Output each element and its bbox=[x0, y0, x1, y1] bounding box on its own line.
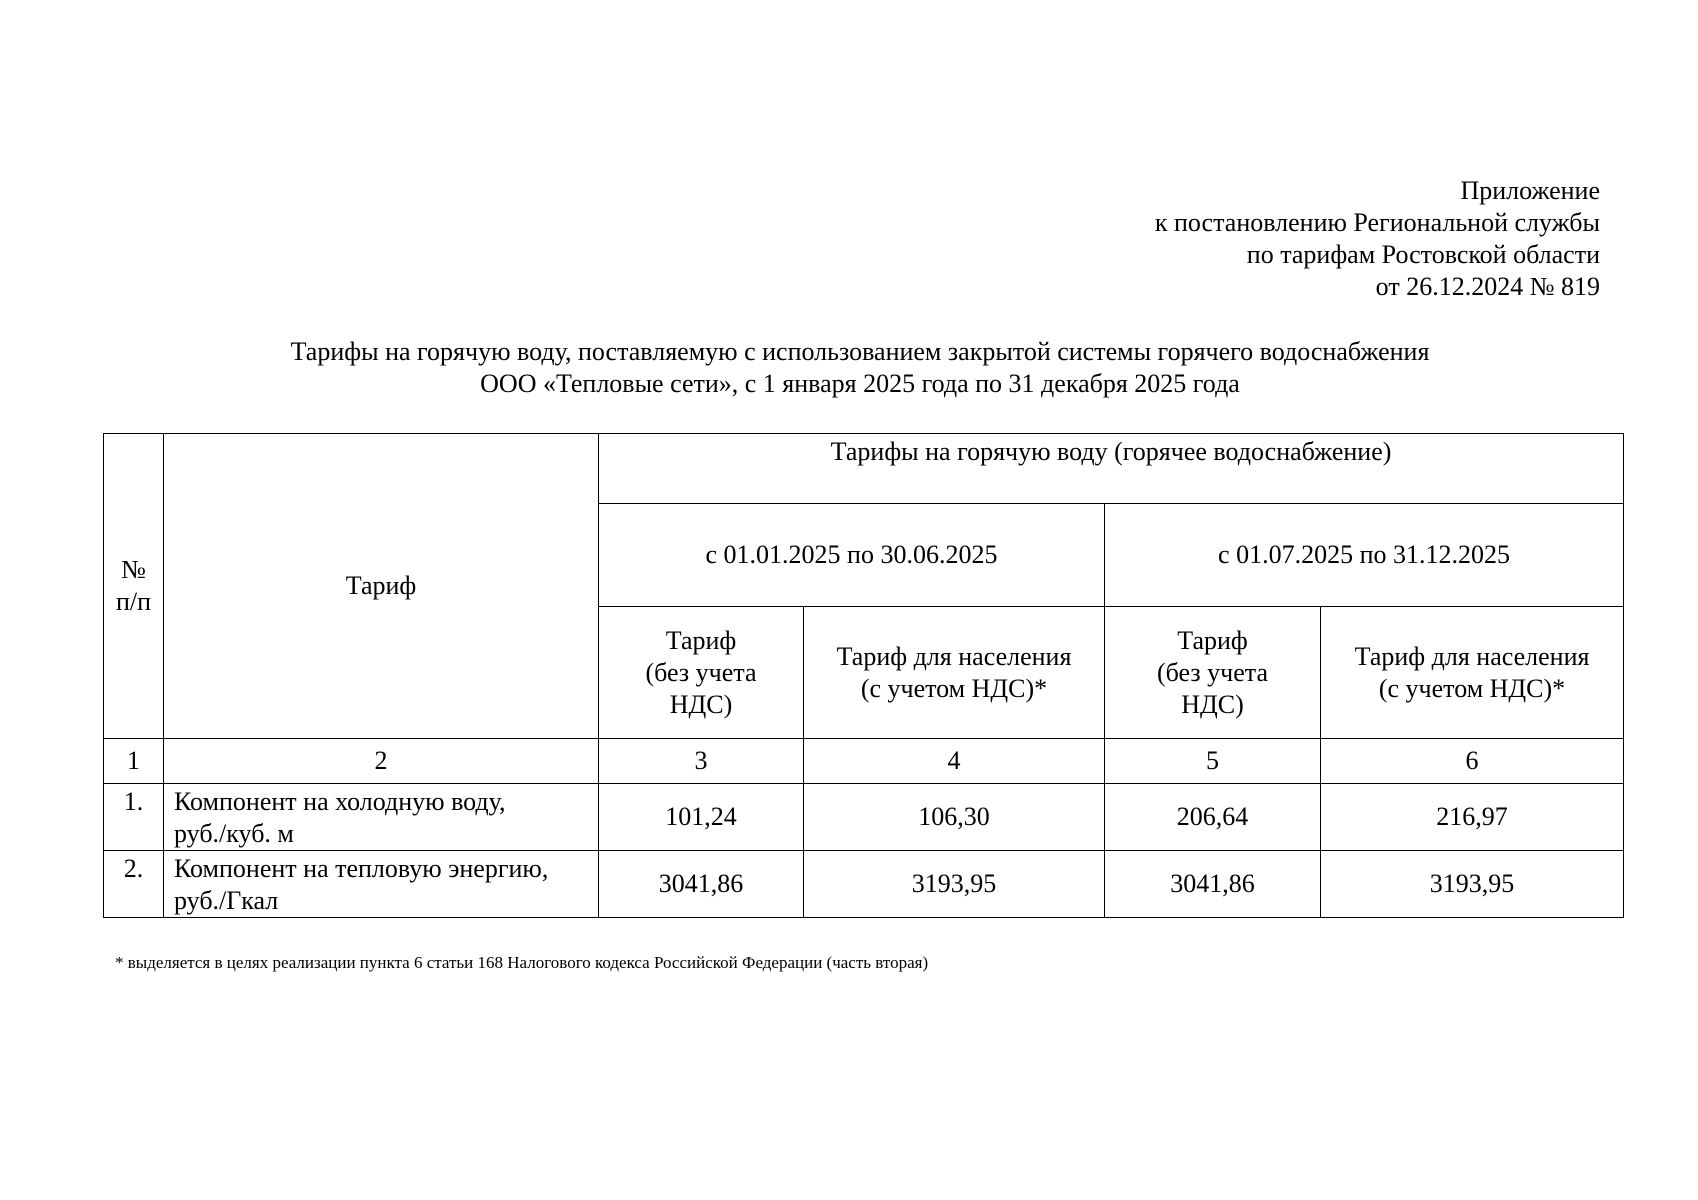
row-number: 1. bbox=[104, 784, 164, 851]
row-number: 2. bbox=[104, 851, 164, 918]
tariff-table bbox=[103, 433, 1624, 918]
subheader-population-2-line-1: Тариф для населения bbox=[1354, 641, 1590, 671]
subheader-no-vat-2 bbox=[1105, 607, 1321, 739]
appendix-line-3: по тарифам Ростовской области bbox=[1246, 240, 1600, 269]
subheader-no-vat-2-line-3: НДС) bbox=[1181, 689, 1244, 719]
table-header-row bbox=[104, 434, 1624, 504]
value-cell: 3193,95 bbox=[1321, 851, 1624, 918]
appendix-line-4: от 26.12.2024 № 819 bbox=[1375, 272, 1600, 301]
value-cell: 216,97 bbox=[1321, 784, 1624, 851]
appendix-header bbox=[1155, 175, 1600, 303]
table-row bbox=[104, 784, 1624, 851]
row-name-line-2: руб./куб. м bbox=[174, 819, 294, 848]
value-cell: 3041,86 bbox=[1105, 851, 1321, 918]
subheader-no-vat-1-line-2: (без учета bbox=[645, 657, 757, 687]
subheader-no-vat-1 bbox=[599, 607, 804, 739]
row-name bbox=[164, 784, 599, 851]
table-row bbox=[104, 851, 1624, 918]
value-cell: 206,64 bbox=[1105, 784, 1321, 851]
col-num-header-line-1: № bbox=[121, 555, 146, 584]
value-cell: 3041,86 bbox=[599, 851, 804, 918]
subheader-population-2 bbox=[1321, 607, 1624, 739]
row-name bbox=[164, 851, 599, 918]
row-name-line-2: руб./Гкал bbox=[174, 886, 279, 915]
document-title-line-2: ООО «Тепловые сети», с 1 января 2025 года по 31 декабря 2025 года bbox=[480, 369, 1240, 398]
row-name-line-1: Компонент на тепловую энергию, bbox=[174, 854, 549, 883]
index-cell: 6 bbox=[1321, 739, 1624, 784]
appendix-line-1: Приложение bbox=[1460, 176, 1600, 205]
subheader-population-1-line-2: (с учетом НДС)* bbox=[860, 673, 1048, 703]
subheader-no-vat-1-line-3: НДС) bbox=[669, 689, 733, 719]
document-title-line-1: Тарифы на горячую воду, поставляемую с использованием закрытой системы горячего водоснабжения bbox=[290, 337, 1430, 366]
subheader-population-2-line-2: (с учетом НДС)* bbox=[1378, 673, 1566, 703]
footnote: * выделяется в целях реализации пункта 6 статьи 168 Налогового кодекса Российской Федерации (часть вторая) bbox=[115, 953, 929, 972]
subheader-no-vat-2-line-2: (без учета bbox=[1156, 657, 1268, 687]
value-cell: 101,24 bbox=[599, 784, 804, 851]
col-tariff-header: Тариф bbox=[164, 434, 599, 739]
index-cell: 3 bbox=[599, 739, 804, 784]
period-header-2: с 01.07.2025 по 31.12.2025 bbox=[1105, 504, 1624, 607]
value-cell: 106,30 bbox=[804, 784, 1105, 851]
col-num-header-line-2: п/п bbox=[115, 587, 152, 616]
row-name-line-1: Компонент на холодную воду, bbox=[174, 787, 506, 816]
col-num-header bbox=[104, 434, 164, 739]
value-cell: 3193,95 bbox=[804, 851, 1105, 918]
subheader-no-vat-2-line-1: Тариф bbox=[1177, 625, 1248, 655]
table-index-row bbox=[104, 739, 1624, 784]
index-cell: 2 bbox=[164, 739, 599, 784]
period-header-1: с 01.01.2025 по 30.06.2025 bbox=[599, 504, 1105, 607]
group-header: Тарифы на горячую воду (горячее водоснабжение) bbox=[599, 434, 1624, 504]
subheader-population-1 bbox=[804, 607, 1105, 739]
index-cell: 5 bbox=[1105, 739, 1321, 784]
appendix-line-2: к постановлению Региональной службы bbox=[1154, 208, 1600, 237]
subheader-population-1-line-1: Тариф для населения bbox=[836, 641, 1072, 671]
document-title bbox=[100, 336, 1620, 400]
subheader-no-vat-1-line-1: Тариф bbox=[665, 625, 737, 655]
index-cell: 4 bbox=[804, 739, 1105, 784]
index-cell: 1 bbox=[104, 739, 164, 784]
